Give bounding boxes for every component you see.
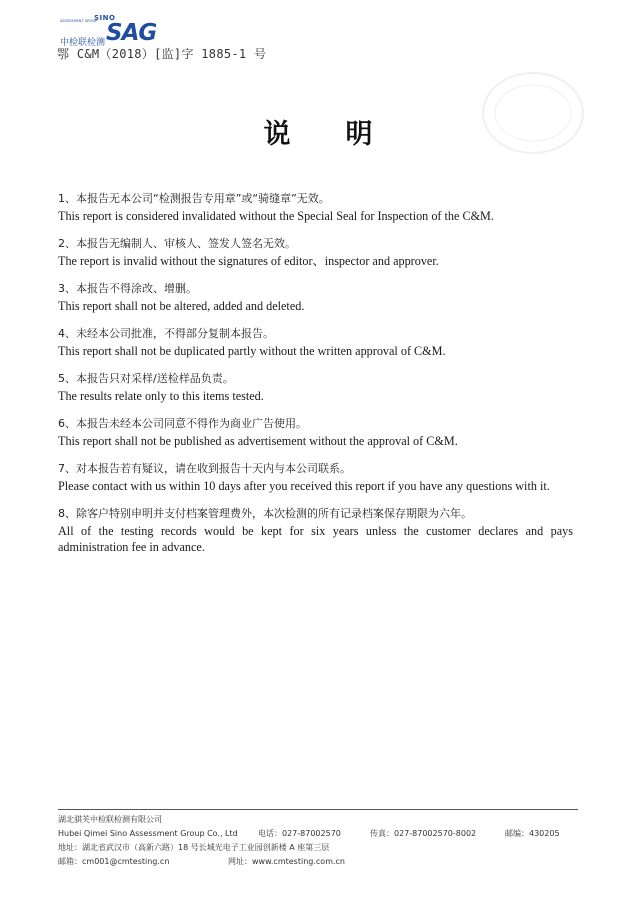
logo-sub-text: ASSESSMENT GROUP: [60, 19, 98, 23]
logo-cn-text: 中检联检测: [60, 38, 106, 48]
notice-item-en: This report is considered invalidated without the Special Seal for Inspection of the C&M.: [58, 209, 494, 223]
notice-item: [58, 505, 573, 555]
notice-item: [58, 415, 573, 449]
footer-company-cn: 湖北骐芙中检联检测有限公司: [58, 815, 162, 824]
notice-item-en: The report is invalid without the signatures of editor、inspector and approver.: [58, 254, 439, 268]
company-logo: [58, 10, 157, 48]
notice-item-en: Please contact with us within 10 days after you received this report if you have any questions with it.: [58, 479, 550, 493]
footer-website: 网址：www.cmtesting.com.cn: [228, 857, 346, 866]
report-reference-number: 鄂 C&M（2018）[监]字 1885-1 号: [57, 47, 267, 61]
footer-fax: 传真：027-87002570-8002: [370, 829, 477, 838]
notice-item: [58, 370, 573, 404]
footer-tel: 电话：027-87002570: [258, 829, 341, 838]
notice-item-en: This report shall not be altered, added and deleted.: [58, 299, 305, 313]
notice-item-zh: 5、本报告只对采样/送检样品负责。: [58, 372, 234, 385]
footer-postcode: 邮编：430205: [505, 829, 560, 838]
notice-item-zh: 3、本报告不得涂改、增删。: [58, 282, 197, 295]
page-title: 说明: [263, 119, 428, 150]
notice-item-en: All of the testing records would be kept for six years unless the customer declares and pays administration fee in advance.: [58, 524, 573, 554]
notice-item: [58, 190, 573, 224]
notice-item-en: The results relate only to this items tested.: [58, 389, 264, 403]
footer-company-en: Hubei Qimei Sino Assessment Group Co., Ltd: [58, 829, 238, 838]
footer-email: 邮箱：cm001@cmtesting.cn: [58, 857, 170, 866]
notice-item-zh: 1、本报告无本公司“检测报告专用章”或“骑缝章”无效。: [58, 192, 330, 205]
notice-item-en: This report shall not be published as advertisement without the approval of C&M.: [58, 434, 458, 448]
notice-item: [58, 325, 573, 359]
notice-item-zh: 8、除客户特别申明并支付档案管理费外，本次检测的所有记录档案保存期限为六年。: [58, 507, 472, 520]
notice-item: [58, 235, 573, 269]
notice-item: [58, 460, 573, 494]
footer-address: 地址：湖北省武汉市（高新六路）18 号长城光电子工业园创新楼 A 座第三层: [58, 843, 330, 852]
notice-item-en: This report shall not be duplicated partly without the written approval of C&M.: [58, 344, 446, 358]
notice-item-zh: 7、对本报告若有疑议，请在收到报告十天内与本公司联系。: [58, 462, 351, 475]
notice-item-zh: 4、未经本公司批准，不得部分复制本报告。: [58, 327, 274, 340]
logo-sag-text: SAG: [106, 20, 157, 46]
logo-sino-text: SINO: [94, 14, 116, 22]
notice-item-zh: 6、本报告未经本公司同意不得作为商业广告使用。: [58, 417, 307, 430]
notice-item-zh: 2、本报告无编制人、审核人、签发人签名无效。: [58, 237, 296, 250]
page-footer: [58, 809, 578, 869]
notice-item: [58, 280, 573, 314]
notice-list: [58, 190, 573, 566]
